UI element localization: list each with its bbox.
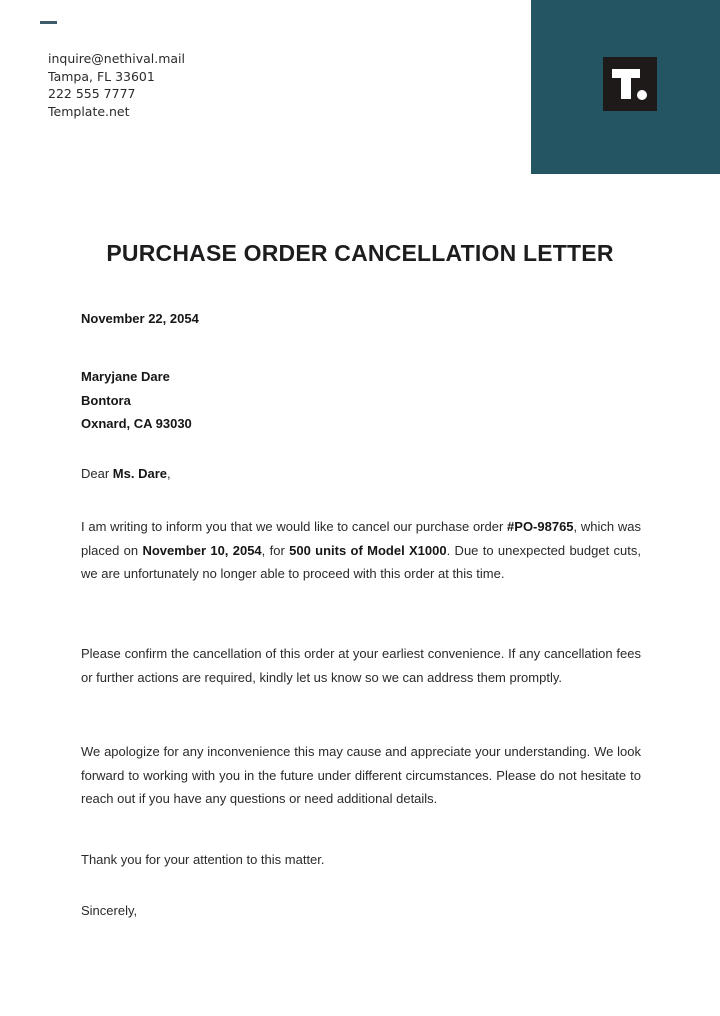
body-paragraph-4: Thank you for your attention to this matter. [81,852,325,867]
body-paragraph-2: Please confirm the cancellation of this order at your earliest convenience. If any cancellation fees or further actions are required, kindly let us know so we can address them promptly. [81,646,641,685]
po-number: #PO-98765 [507,519,574,534]
sender-phone: 222 555 7777 [48,86,136,101]
sender-email: inquire@nethival.mail [48,51,185,66]
salutation-suffix: , [167,466,171,481]
sender-website: Template.net [48,103,130,119]
closing: Sincerely, [81,903,138,918]
logo-dot [637,90,647,100]
template-logo-icon [603,57,657,111]
recipient-block [81,365,641,436]
accent-dash [40,21,57,24]
sender-contact-block [48,50,185,120]
p1-text-2: , which was placed on [81,519,641,558]
salutation-greeting: Dear [81,466,113,481]
body-paragraph-1 [81,515,641,586]
order-quantity: 500 units of Model X1000 [289,542,447,558]
p1-text-1: I am writing to inform you that we would like to cancel our purchase order [81,519,508,534]
salutation-name: Ms. Dare [112,466,167,481]
recipient-company: Bontora [81,392,131,408]
letter-title: PURCHASE ORDER CANCELLATION LETTER [106,240,614,266]
sender-city: Tampa, FL 33601 [48,68,155,84]
p1-text-3: , for [261,542,290,558]
body-paragraph-3: We apologize for any inconvenience this may cause and appreciate your understanding. We look forward to working with you in the future under different circumstances. Please do not hesitate to reach out if you have any questions or need additional details. [81,744,641,806]
logo-letter-t [612,69,640,99]
recipient-address: Oxnard, CA 93030 [81,416,192,431]
p1-text-4: . Due to unexpected budget cuts, we are unfortunately no longer able to proceed with this order at this time. [81,542,641,581]
recipient-name: Maryjane Dare [81,369,170,384]
salutation [81,466,641,481]
order-date: November 10, 2054 [142,542,262,558]
brand-block [531,0,720,174]
letter-date: November 22, 2054 [81,311,199,326]
